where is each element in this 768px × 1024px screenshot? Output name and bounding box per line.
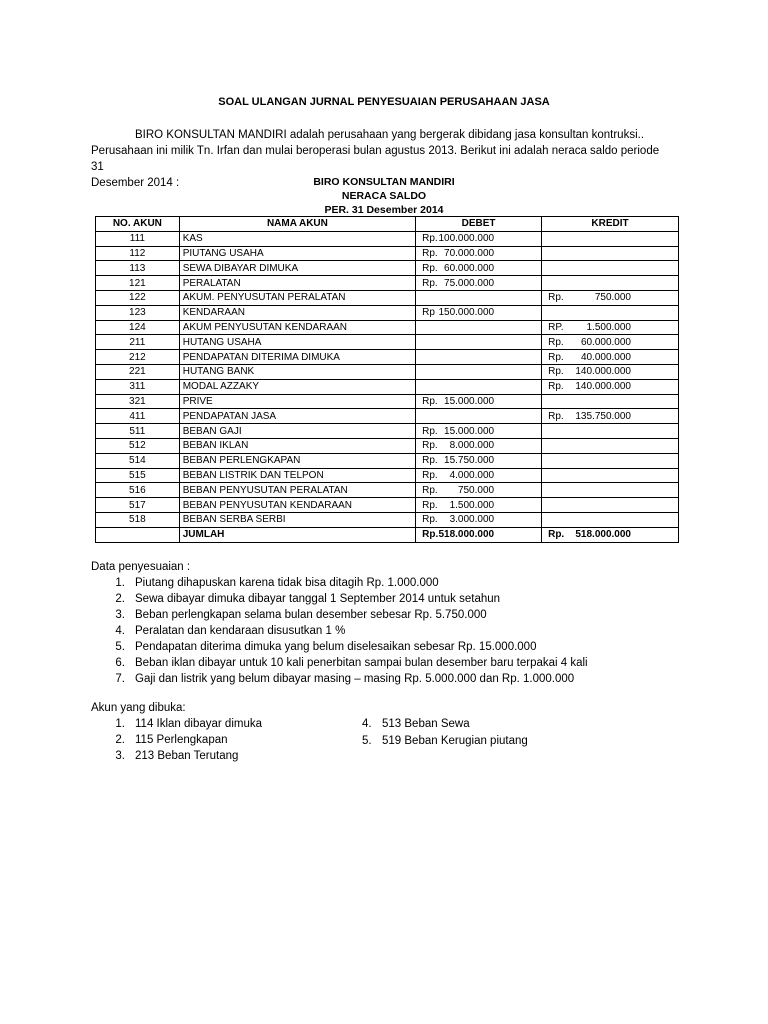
table-row	[96, 453, 679, 468]
list-item	[91, 732, 262, 748]
item-text: Pendapatan diterima dimuka yang belum diselesaikan sebesar Rp. 15.000.000	[135, 641, 537, 653]
account-name: SEWA DIBAYAR DIMUKA	[179, 261, 415, 276]
item-number: 5.	[362, 734, 372, 747]
kredit-cell	[542, 438, 679, 453]
item-number: 4.	[115, 625, 125, 637]
currency-label: Rp.	[422, 484, 438, 496]
list-item	[91, 623, 588, 639]
account-number: 113	[96, 261, 180, 276]
currency-label: Rp.	[548, 410, 564, 422]
kredit-cell	[542, 498, 679, 513]
account-number: 123	[96, 305, 180, 320]
account-name: BEBAN SERBA SERBI	[179, 512, 415, 527]
kredit-cell	[542, 246, 679, 261]
debet-cell	[416, 290, 542, 305]
header-no-akun: NO. AKUN	[96, 217, 180, 232]
debet-cell	[416, 350, 542, 365]
kredit-cell	[542, 379, 679, 394]
amount-value: 15.750.000	[444, 455, 495, 467]
account-number: 511	[96, 424, 180, 439]
account-number: 512	[96, 438, 180, 453]
kredit-cell	[542, 483, 679, 498]
account-number: 515	[96, 468, 180, 483]
debet-cell	[416, 453, 542, 468]
list-item	[91, 591, 588, 607]
currency-label: Rp.	[422, 499, 438, 511]
item-text: Piutang dihapuskan karena tidak bisa ditagih Rp. 1.000.000	[135, 577, 439, 589]
currency-label: Rp.	[548, 366, 564, 378]
amount-value: 40.000.000	[580, 351, 631, 363]
table-row	[96, 246, 679, 261]
currency-label: Rp.	[422, 514, 438, 526]
currency-label: Rp.	[422, 247, 438, 259]
total-kredit	[542, 527, 679, 542]
debet-cell	[416, 246, 542, 261]
item-number: 2.	[115, 593, 125, 605]
currency-label: Rp.	[548, 529, 565, 541]
account-number: 321	[96, 394, 180, 409]
amount-value: 135.750.000	[575, 410, 631, 422]
account-number: 211	[96, 335, 180, 350]
debet-cell	[416, 231, 542, 246]
amount-value: 8.000.000	[449, 440, 495, 452]
kredit-cell	[542, 335, 679, 350]
total-row	[96, 527, 679, 542]
amount-value: 60.000.000	[444, 262, 495, 274]
account-name: HUTANG BANK	[179, 364, 415, 379]
amount-value: 518.000.000	[438, 529, 495, 541]
item-text: 213 Beban Terutang	[135, 750, 239, 762]
currency-label: Rp.	[422, 469, 438, 481]
account-name: PRIVE	[179, 394, 415, 409]
kredit-cell	[542, 364, 679, 379]
adjustments-list	[91, 575, 588, 687]
amount-value: 1.500.000	[449, 499, 495, 511]
item-number: 6.	[115, 657, 125, 669]
item-text: 115 Perlengkapan	[135, 734, 228, 746]
account-number: 221	[96, 364, 180, 379]
currency-label: Rp	[422, 307, 435, 319]
currency-label: Rp.	[422, 233, 438, 245]
list-item	[91, 575, 588, 591]
account-number: 516	[96, 483, 180, 498]
list-item	[91, 655, 588, 671]
total-label: JUMLAH	[179, 527, 415, 542]
table-row	[96, 261, 679, 276]
table-row	[96, 438, 679, 453]
item-text: Gaji dan listrik yang belum dibayar masing – masing Rp. 5.000.000 dan Rp. 1.000.000	[135, 673, 575, 685]
account-number: 112	[96, 246, 180, 261]
table-row	[96, 483, 679, 498]
amount-value: 60.000.000	[580, 336, 631, 348]
kredit-cell	[542, 261, 679, 276]
kredit-cell	[542, 276, 679, 291]
amount-value: 140.000.000	[575, 366, 631, 378]
total-debet	[416, 527, 542, 542]
item-text: 513 Beban Sewa	[382, 718, 470, 730]
kredit-cell	[542, 512, 679, 527]
debet-cell	[416, 512, 542, 527]
kredit-cell	[542, 409, 679, 424]
report-company: BIRO KONSULTAN MANDIRI	[313, 176, 455, 188]
table-row	[96, 305, 679, 320]
table-row	[96, 498, 679, 513]
currency-label: Rp.	[548, 292, 564, 304]
kredit-cell	[542, 468, 679, 483]
currency-label: Rp.	[422, 529, 439, 541]
amount-value: 1.500.000	[586, 321, 631, 333]
item-number: 2.	[115, 734, 125, 746]
currency-label: Rp.	[422, 425, 438, 437]
account-number: 411	[96, 409, 180, 424]
total-empty-cell	[96, 527, 180, 542]
amount-value: 150.000.000	[438, 307, 495, 319]
item-number: 7.	[115, 673, 125, 685]
account-number: 121	[96, 276, 180, 291]
list-item	[362, 716, 528, 733]
debet-cell	[416, 483, 542, 498]
debet-cell	[416, 320, 542, 335]
account-name: PENDAPATAN JASA	[179, 409, 415, 424]
table-row	[96, 364, 679, 379]
item-text: Sewa dibayar dimuka dibayar tanggal 1 September 2014 untuk setahun	[135, 593, 501, 605]
list-item	[362, 733, 528, 750]
intro-line-3: Desember 2014 :	[91, 177, 180, 189]
amount-value: 3.000.000	[449, 514, 495, 526]
table-row	[96, 335, 679, 350]
table-row	[96, 424, 679, 439]
table-row	[96, 276, 679, 291]
table-row	[96, 468, 679, 483]
trial-balance-table	[95, 216, 679, 543]
currency-label: Rp.	[548, 336, 564, 348]
adjustments-label: Data penyesuaian :	[91, 561, 191, 573]
debet-cell	[416, 394, 542, 409]
kredit-cell	[542, 424, 679, 439]
amount-value: 750.000	[457, 484, 495, 496]
intro-line-2: Perusahaan ini milik Tn. Irfan dan mulai beroperasi bulan agustus 2013. Berikut ini adalah neraca saldo periode 31	[91, 145, 660, 173]
header-debet: DEBET	[416, 217, 542, 232]
currency-label: Rp.	[548, 381, 564, 393]
currency-label: RP.	[548, 321, 564, 333]
list-item	[91, 748, 262, 764]
accounts-opened-right	[362, 716, 528, 749]
account-number: 514	[96, 453, 180, 468]
document-title: SOAL ULANGAN JURNAL PENYESUAIAN PERUSAHAAN JASA	[218, 96, 550, 108]
table-row	[96, 409, 679, 424]
account-name: BEBAN LISTRIK DAN TELPON	[179, 468, 415, 483]
account-name: HUTANG USAHA	[179, 335, 415, 350]
debet-cell	[416, 364, 542, 379]
currency-label: Rp.	[422, 277, 438, 289]
currency-label: Rp.	[548, 351, 564, 363]
header-nama-akun: NAMA AKUN	[179, 217, 415, 232]
account-name: MODAL AZZAKY	[179, 379, 415, 394]
item-text: Beban iklan dibayar untuk 10 kali penerbitan sampai bulan desember baru terpakai 4 kali	[135, 657, 588, 669]
item-number: 4.	[362, 718, 372, 730]
account-name: PIUTANG USAHA	[179, 246, 415, 261]
debet-cell	[416, 335, 542, 350]
account-name: KAS	[179, 231, 415, 246]
kredit-cell	[542, 320, 679, 335]
kredit-cell	[542, 231, 679, 246]
account-number: 517	[96, 498, 180, 513]
amount-value: 4.000.000	[449, 469, 495, 481]
currency-label: Rp.	[422, 455, 438, 467]
kredit-cell	[542, 394, 679, 409]
currency-label: Rp.	[422, 395, 438, 407]
list-item	[91, 716, 262, 732]
report-name: NERACA SALDO	[341, 190, 427, 202]
table-row	[96, 231, 679, 246]
list-item	[91, 671, 588, 687]
table-header-row	[96, 217, 679, 232]
account-name: BEBAN GAJI	[179, 424, 415, 439]
table-row	[96, 290, 679, 305]
amount-value: 15.000.000	[444, 395, 495, 407]
kredit-cell	[542, 350, 679, 365]
account-name: BEBAN PENYUSUTAN PERALATAN	[179, 483, 415, 498]
list-item	[91, 607, 588, 623]
debet-cell	[416, 409, 542, 424]
item-number: 5.	[115, 641, 125, 653]
table-row	[96, 350, 679, 365]
accounts-opened-left	[91, 716, 262, 764]
amount-value: 140.000.000	[575, 381, 631, 393]
account-name: AKUM PENYUSUTAN KENDARAAN	[179, 320, 415, 335]
item-text: 114 Iklan dibayar dimuka	[135, 718, 262, 730]
list-item	[91, 639, 588, 655]
item-text: Beban perlengkapan selama bulan desember sebesar Rp. 5.750.000	[135, 609, 487, 621]
debet-cell	[416, 305, 542, 320]
account-number: 311	[96, 379, 180, 394]
kredit-cell	[542, 290, 679, 305]
account-name: KENDARAAN	[179, 305, 415, 320]
account-number: 111	[96, 231, 180, 246]
account-name: PERALATAN	[179, 276, 415, 291]
item-text: 519 Beban Kerugian piutang	[382, 734, 528, 747]
debet-cell	[416, 438, 542, 453]
account-number: 212	[96, 350, 180, 365]
account-name: PENDAPATAN DITERIMA DIMUKA	[179, 350, 415, 365]
amount-value: 15.000.000	[444, 425, 495, 437]
debet-cell	[416, 379, 542, 394]
report-period: PER. 31 Desember 2014	[324, 204, 444, 216]
amount-value: 75.000.000	[444, 277, 495, 289]
amount-value: 100.000.000	[438, 233, 495, 245]
item-number: 1.	[115, 718, 125, 730]
accounts-opened-label: Akun yang dibuka:	[91, 702, 186, 714]
item-number: 3.	[115, 750, 125, 762]
debet-cell	[416, 468, 542, 483]
account-name: BEBAN IKLAN	[179, 438, 415, 453]
account-name: BEBAN PENYUSUTAN KENDARAAN	[179, 498, 415, 513]
debet-cell	[416, 261, 542, 276]
debet-cell	[416, 498, 542, 513]
currency-label: Rp.	[422, 262, 438, 274]
table-body	[96, 231, 679, 542]
item-text: Peralatan dan kendaraan disusutkan 1 %	[135, 625, 346, 637]
kredit-cell	[542, 453, 679, 468]
kredit-cell	[542, 305, 679, 320]
debet-cell	[416, 424, 542, 439]
amount-value: 70.000.000	[444, 247, 495, 259]
account-name: BEBAN PERLENGKAPAN	[179, 453, 415, 468]
currency-label: Rp.	[422, 440, 438, 452]
item-number: 1.	[115, 577, 125, 589]
table-row	[96, 379, 679, 394]
debet-cell	[416, 276, 542, 291]
table-row	[96, 320, 679, 335]
account-name: AKUM. PENYUSUTAN PERALATAN	[179, 290, 415, 305]
table-row	[96, 512, 679, 527]
table-row	[96, 394, 679, 409]
item-number: 3.	[115, 609, 125, 621]
account-number: 124	[96, 320, 180, 335]
account-number: 518	[96, 512, 180, 527]
account-number: 122	[96, 290, 180, 305]
amount-value: 518.000.000	[575, 529, 631, 541]
header-kredit: KREDIT	[542, 217, 679, 232]
intro-line-1: BIRO KONSULTAN MANDIRI adalah perusahaan yang bergerak dibidang jasa konsultan kontruksi..	[135, 129, 645, 141]
amount-value: 750.000	[594, 292, 631, 304]
